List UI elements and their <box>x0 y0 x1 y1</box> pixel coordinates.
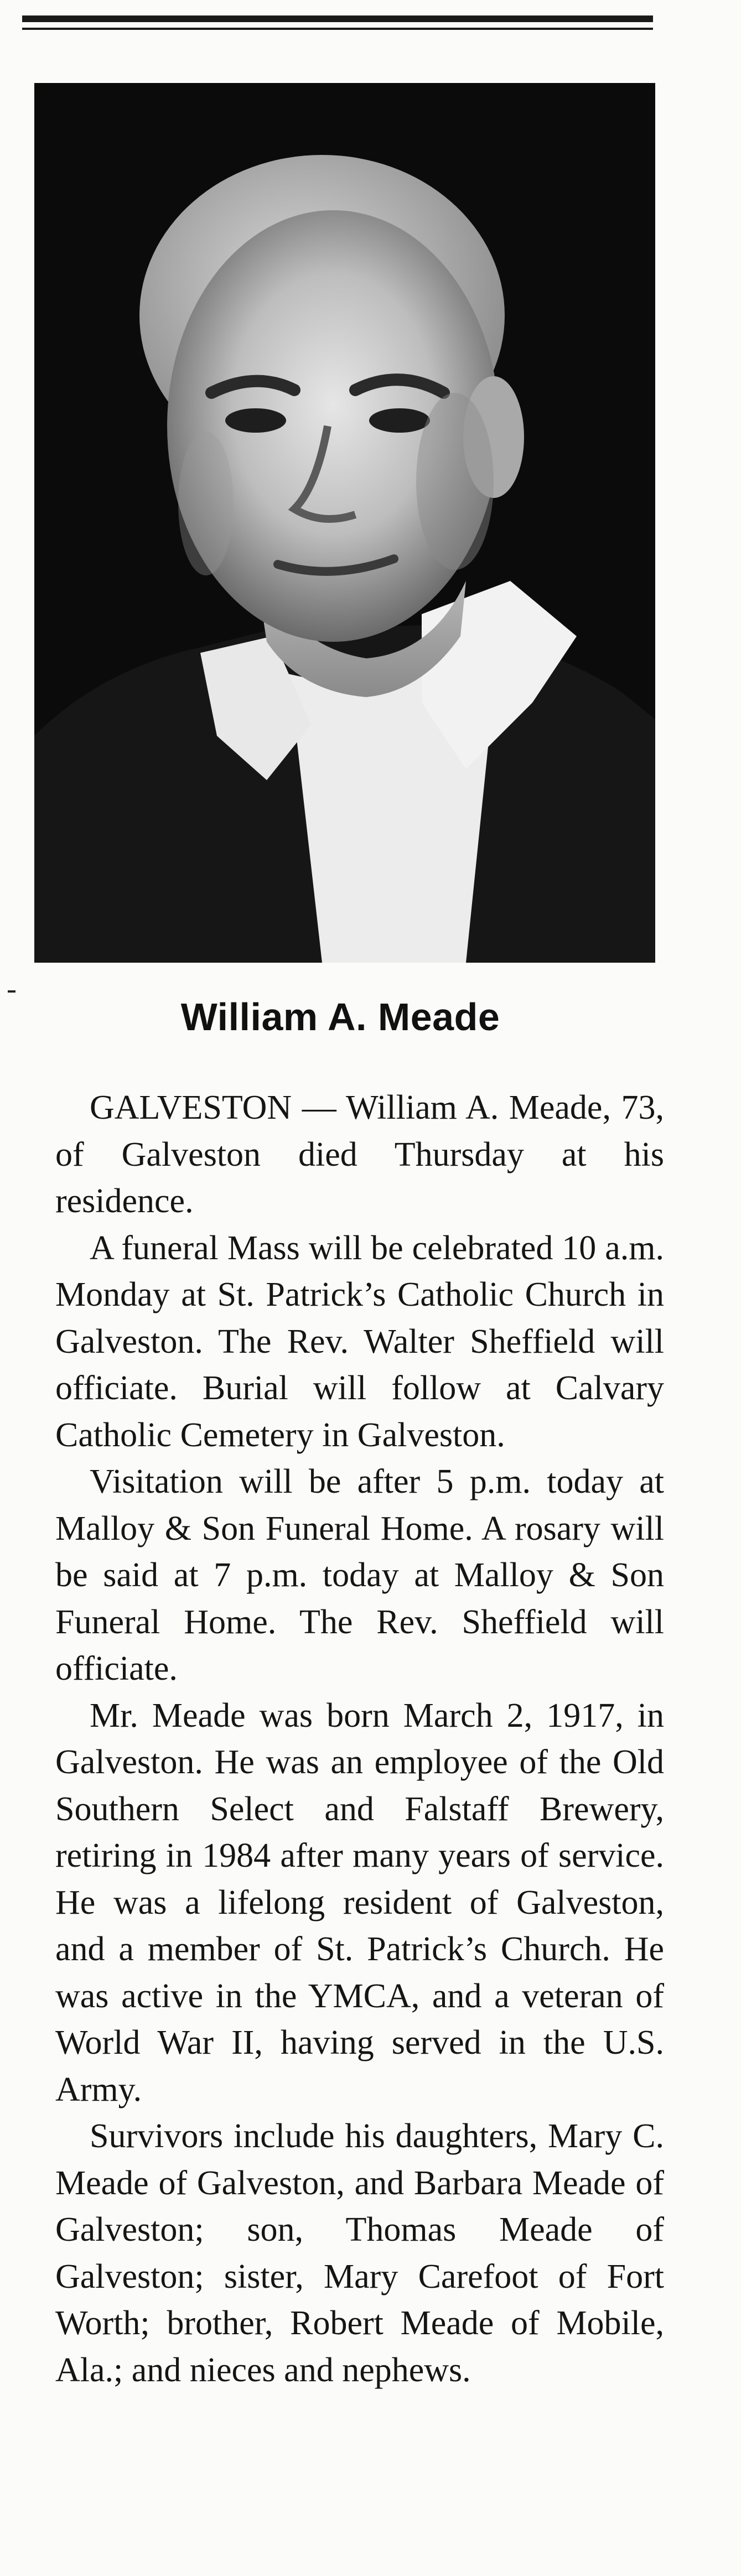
obituary-paragraph: A funeral Mass will be celebrated 10 a.m. Monday at St. Patrick’s Catholic Church in Galveston. The Rev. Walter Sheffield will officiate. Burial will follow at Calvary Catholic Cemetery in Galveston. <box>55 1229 664 1454</box>
obituary-headline: William A. Meade <box>180 995 500 1038</box>
top-rule-thick <box>22 15 653 22</box>
margin-mark <box>8 990 15 993</box>
obituary-paragraph: Visitation will be after 5 p.m. today at Malloy & Son Funeral Home. A rosary will be said at 7 p.m. today at Malloy & Son Funeral Home. The Rev. Sheffield will officiate. <box>55 1463 664 1687</box>
obituary-body <box>55 1084 664 2393</box>
portrait-photo <box>34 83 655 963</box>
obituary-paragraph: Mr. Meade was born March 2, 1917, in Galveston. He was an employee of the Old Southern Select and Falstaff Brewery, retiring in 1984 after many years of service. He was a lifelong resident of Galveston, and a member of St. Patrick’s Church. He was active in the YMCA, and a veteran of World War II, having served in the U.S. Army. <box>55 1696 664 2108</box>
obituary-paragraph: Survivors include his daughters, Mary C. Meade of Galveston, and Barbara Meade of Galveston; son, Thomas Meade of Galveston; sister, Mary Carefoot of Fort Worth; brother, Robert Meade of Mobile, Ala.; and nieces and nephews. <box>55 2117 664 2389</box>
obituary-paragraph: GALVESTON — William A. Meade, 73, of Galveston died Thursday at his residence. <box>55 1089 664 1220</box>
top-rule-thin <box>22 28 653 30</box>
